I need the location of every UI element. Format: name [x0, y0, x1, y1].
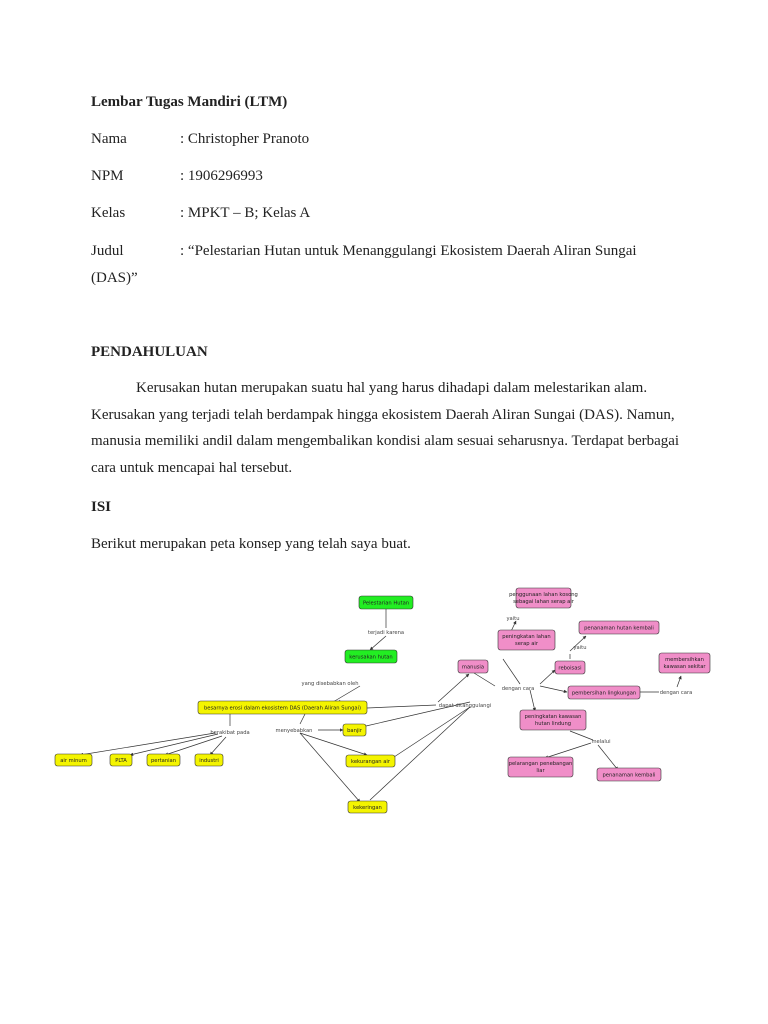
link-yaitu-1: yaitu [506, 616, 520, 622]
paragraph-pendahuluan [91, 375, 691, 481]
link-menyebabkan: menyebabkan [275, 728, 313, 734]
link-melalui: melalui [591, 739, 611, 745]
node-pelarangan-penebangan-liar [508, 757, 573, 777]
node-peningkatan-kawasan-hutan-lindung [520, 710, 586, 730]
node-pelestarian-hutan [359, 596, 413, 609]
svg-text:penanaman kembali: penanaman kembali [602, 772, 656, 779]
node-kekurangan-air [346, 755, 395, 767]
svg-text:kawasan sekitar: kawasan sekitar [663, 664, 706, 670]
field-value: : 1906296993 [180, 168, 263, 184]
svg-text:pelarangan penebangan: pelarangan penebangan [508, 761, 573, 767]
field-label: Judul [91, 243, 124, 259]
node-penanaman-kembali [597, 768, 661, 781]
node-penggunaan-lahan-kosong [509, 588, 578, 608]
svg-text:serap air: serap air [515, 641, 538, 647]
paragraph-isi: Berikut merupakan peta konsep yang telah saya buat. [91, 536, 411, 552]
section-heading-pendahuluan: PENDAHULUAN [91, 344, 208, 360]
paragraph-text: Kerusakan hutan merupakan suatu hal yang harus dihadapi dalam melestarikan alam. Kerusakan yang terjadi telah berdampak hingga ekosistem Daerah Aliran Sungai (DAS). Namun, manusia memiliki andil dalam mengembalikan kondisi alam sesuai seharusnya. Terdapat berbagai cara untuk mencapai hal tersebut. [91, 380, 680, 476]
node-industri [195, 754, 223, 766]
node-pembersihan-lingkungan [568, 686, 640, 699]
field-label: Nama [91, 131, 127, 147]
node-peningkatan-lahan-serap-air [498, 630, 555, 650]
node-membersihkan-kawasan-sekitar [659, 653, 710, 673]
link-yang-disebabkan-oleh: yang disebabkan oleh [301, 681, 359, 687]
svg-text:peningkatan kawasan: peningkatan kawasan [524, 714, 582, 720]
node-reboisasi [555, 661, 585, 674]
link-dengan-cara-1: dengan cara [501, 686, 535, 692]
node-penanaman-hutan-kembali [579, 621, 659, 634]
svg-text:industri: industri [199, 758, 219, 764]
svg-text:pembersihan lingkungan: pembersihan lingkungan [571, 690, 637, 697]
svg-text:hutan lindung: hutan lindung [534, 721, 572, 727]
link-yaitu-2: yaitu [573, 645, 587, 651]
svg-text:besarnya erosi dalam ekosistem: besarnya erosi dalam ekosistem DAS (Daerah Aliran Sungai) [203, 705, 362, 712]
node-air-minum [55, 754, 92, 766]
node-plta [110, 754, 132, 766]
svg-text:air minum: air minum [60, 758, 87, 764]
svg-text:pertanian: pertanian [150, 758, 177, 764]
svg-text:Pelestarian Hutan: Pelestarian Hutan [362, 600, 410, 607]
field-value: : Christopher Pranoto [180, 131, 310, 147]
svg-text:banjir: banjir [347, 728, 362, 734]
link-dengan-cara-2: dengan cara [659, 690, 693, 696]
svg-text:kekurangan air: kekurangan air [351, 759, 390, 765]
section-heading-isi: ISI [91, 499, 112, 515]
node-manusia [458, 660, 488, 673]
node-kekeringan [348, 801, 387, 813]
svg-text:reboisasi: reboisasi [558, 665, 582, 672]
document-title: Lembar Tugas Mandiri (LTM) [91, 94, 288, 110]
field-value: : “Pelestarian Hutan untuk Menanggulangi Ekosistem Daerah Aliran Sungai [180, 243, 637, 259]
svg-text:liar: liar [536, 768, 545, 774]
field-label: NPM [91, 168, 124, 184]
node-banjir [343, 724, 366, 736]
svg-text:sebagai lahan serap air: sebagai lahan serap air [513, 599, 574, 605]
svg-text:penggunaan lahan kosong: penggunaan lahan kosong [509, 592, 578, 598]
concept-map [50, 583, 730, 823]
svg-text:kekeringan: kekeringan [353, 805, 382, 811]
svg-text:peningkatan lahan: peningkatan lahan [502, 634, 551, 640]
svg-text:manusia: manusia [461, 664, 485, 671]
field-label: Kelas [91, 205, 126, 221]
field-value: : MPKT – B; Kelas A [180, 205, 311, 221]
node-pertanian [147, 754, 180, 766]
judul-continuation: (DAS)” [91, 270, 138, 286]
link-berakibat-pada: berakibat pada [210, 730, 250, 736]
link-terjadi-karena: terjadi karena [367, 630, 405, 636]
node-kerusakan-hutan [345, 650, 397, 663]
link-dapat-ditanggulangi: dapat ditanggulangi [438, 703, 492, 709]
svg-text:PLTA: PLTA [115, 758, 127, 764]
svg-text:kerusakan hutan: kerusakan hutan [349, 654, 393, 661]
svg-text:penanaman hutan kembali: penanaman hutan kembali [584, 625, 654, 632]
node-besarnya-erosi [198, 701, 367, 714]
svg-text:membersihkan: membersihkan [665, 657, 704, 663]
concept-map-links [80, 609, 681, 802]
